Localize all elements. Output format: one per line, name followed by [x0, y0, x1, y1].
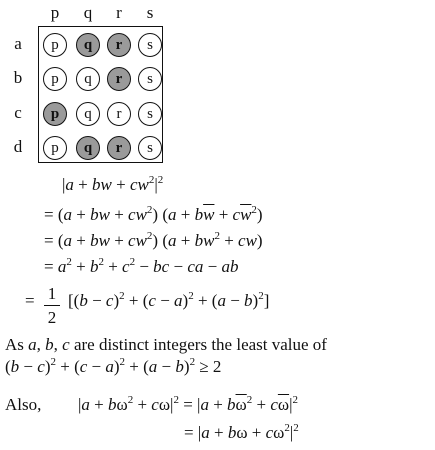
step-3: = $a^2 + b^2 + c^2$ − bc − ca − ab — [44, 256, 239, 276]
bubble-d-s[interactable]: s — [138, 136, 162, 160]
bubble-b-r[interactable]: r — [107, 67, 131, 91]
column-header-p: p — [50, 3, 60, 22]
step-4: $[(b - c)^2 + (c - a)^2 + (a - b)^2]$ — [68, 290, 270, 310]
bubble-a-r[interactable]: r — [107, 33, 131, 57]
also-line-1: $|a + b\omega^2 + c\omega|^2 = |a + b\overline{\omega}^2 + c\overline{\omega}|^2$ — [78, 394, 298, 414]
column-header-r: r — [116, 3, 122, 22]
bubble-b-p[interactable]: p — [43, 67, 67, 91]
bubble-a-p[interactable]: p — [43, 33, 67, 57]
row-header-a: a — [14, 34, 22, 53]
column-header-s: s — [146, 3, 154, 22]
bubble-a-s[interactable]: s — [138, 33, 162, 57]
also-line-2: = $|a + b\omega + c\omega^2|^2$ — [184, 422, 299, 442]
step-4-equals: = — [25, 291, 35, 310]
also-label: Also, — [5, 395, 42, 414]
bubble-a-q[interactable]: q — [76, 33, 100, 57]
bubble-b-q[interactable]: q — [76, 67, 100, 91]
step-4-fraction: $\frac{1}{2}$ — [44, 284, 60, 328]
step-2: = (a + bw + $cw^2$) $(a + bw^2 + cw)$ — [44, 230, 263, 250]
bubble-d-p[interactable]: p — [43, 136, 67, 160]
modulus-expression: |a + bw + $cw^2|^2$ — [62, 174, 164, 194]
row-header-b: b — [13, 68, 23, 87]
step-1: = (a + bw + $cw^2$) $(a + b\overline{w} + c\overline{w}^2)$ — [44, 204, 263, 224]
bubble-d-q[interactable]: q — [76, 136, 100, 160]
bubble-d-r[interactable]: r — [107, 136, 131, 160]
bubble-c-s[interactable]: s — [138, 102, 162, 126]
bubble-b-s[interactable]: s — [138, 67, 162, 91]
bubble-c-r[interactable]: r — [107, 102, 131, 126]
conclusion-line-1: As a, b, c are distinct integers the least value of — [5, 335, 327, 354]
column-header-q: q — [83, 3, 93, 22]
conclusion-line-2: $(b - c)^2 + (c - a)^2 + (a - b)^2 \ge 2$ — [5, 356, 222, 376]
row-header-c: c — [14, 103, 22, 122]
bubble-c-q[interactable]: q — [76, 102, 100, 126]
bubble-c-p[interactable]: p — [43, 102, 67, 126]
row-header-d: d — [13, 137, 23, 156]
